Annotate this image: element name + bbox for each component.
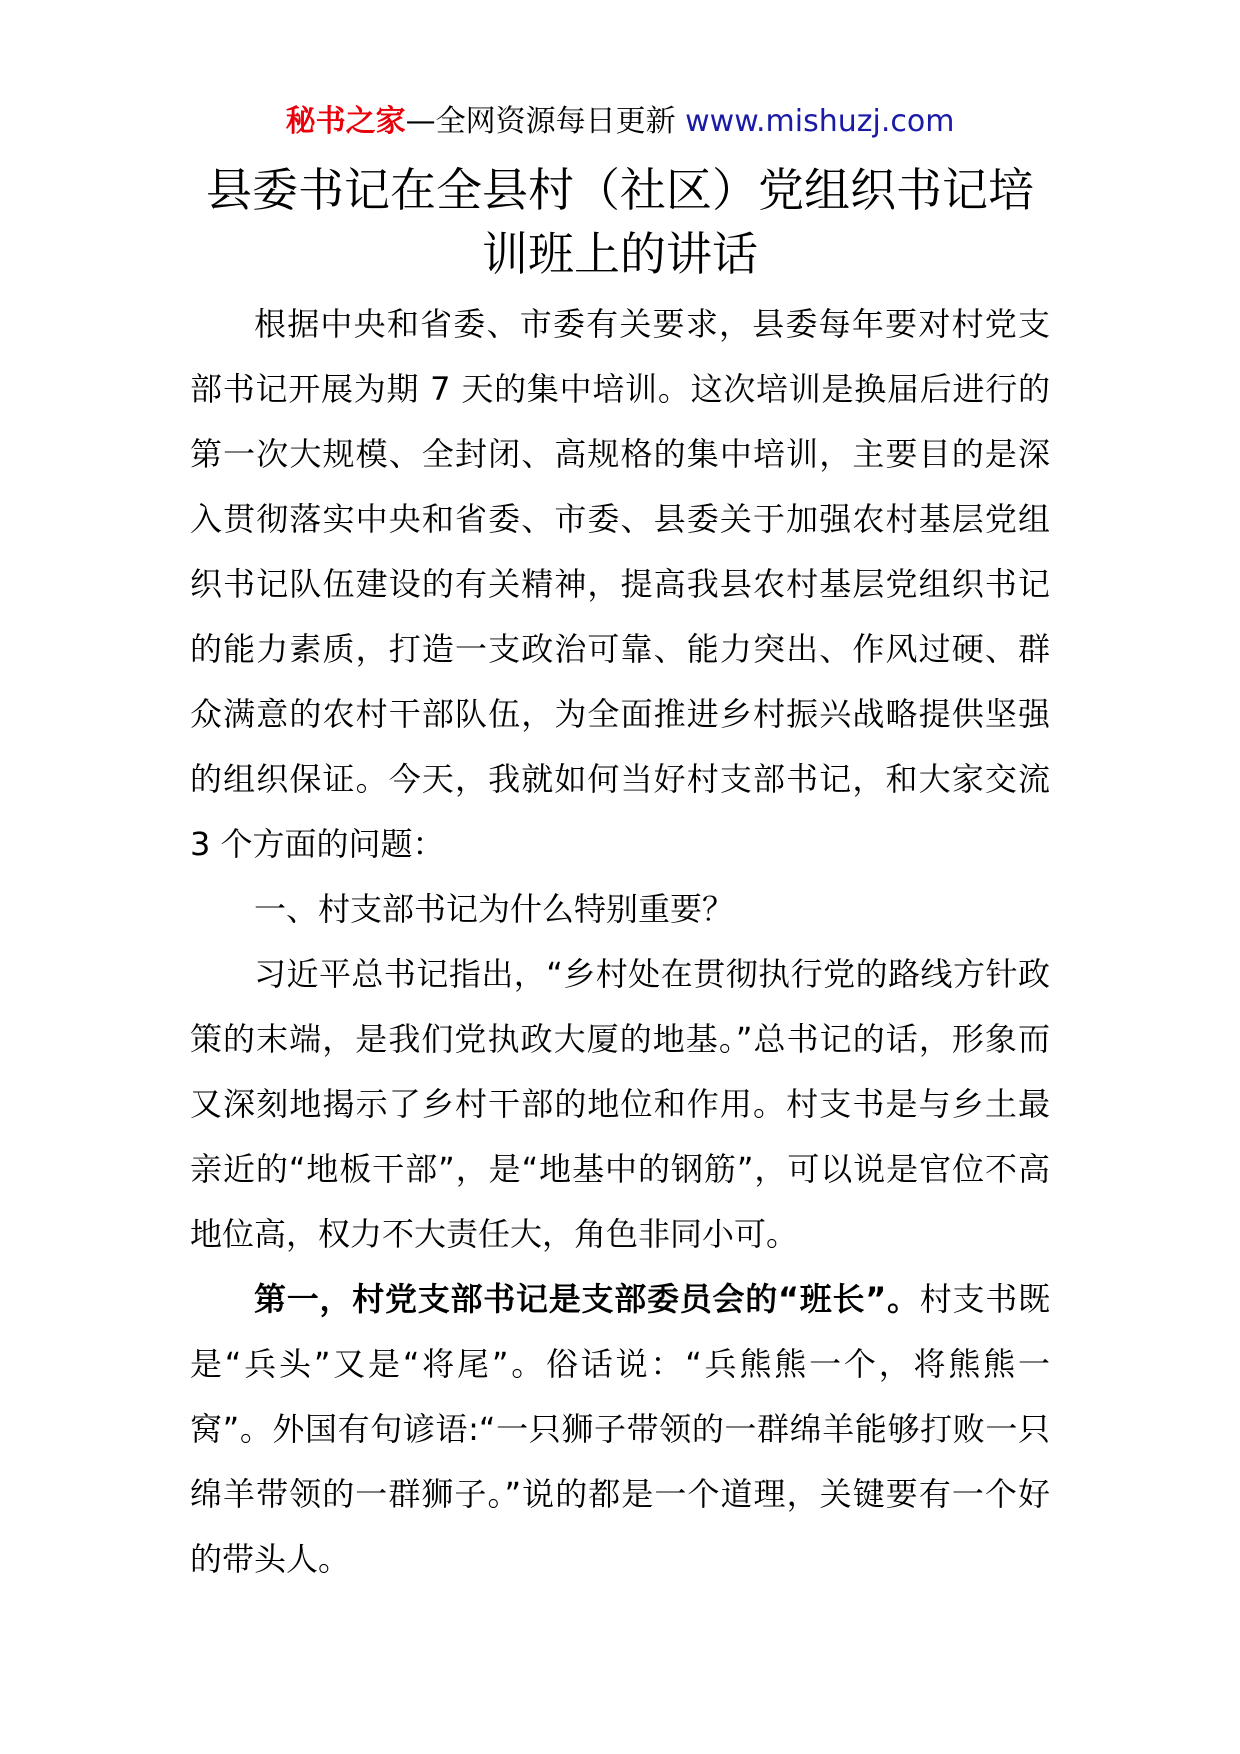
- document-title: 县委书记在全县村（社区）党组织书记培训班上的讲话: [206, 163, 1034, 281]
- header-slogan: —全网资源每日更新: [405, 104, 686, 139]
- brand-name: 秘书之家: [285, 104, 406, 139]
- page-header: [0, 100, 1240, 144]
- section-heading-1: 一、村支部书记为什么特别重要？: [254, 890, 735, 928]
- document-body: [190, 292, 1050, 1592]
- paragraph-intro: 根据中央和省委、市委有关要求，县委每年要对村党支部书记开展为期 7 天的集中培训。这次培训是换届后进行的第一次大规模、全封闭、高规格的集中培训，主要目的是深入贯彻落实中央和省委、市委、县委关于加强农村基层党组织书记队伍建设的有关精神，提高我县农村基层党组织书记的能力素质，打造一支政治可靠、能力突出、作风过硬、群众满意的农村干部队伍，为全面推进乡村振兴战略提供坚强的组织保证。今天，我就如何当好村支部书记，和大家交流 3 个方面的问题：: [190, 305, 1050, 863]
- first-point-lead: 第一，村党支部书记是支部委员会的“班长”。: [254, 1280, 920, 1318]
- paragraph-first-point: [190, 1267, 1050, 1592]
- first-point-body: 村支书既是“兵头”又是“将尾”。俗话说：“兵熊熊一个，将熊熊一窝”。外国有句谚语:“一只狮子带领的一群绵羊能够打败一只绵羊带领的一群狮子。”说的都是一个道理，关键要有一个好的带头人。: [190, 1280, 1050, 1578]
- paragraph-quote: 习近平总书记指出，“乡村处在贯彻执行党的路线方针政策的末端，是我们党执政大厦的地基。”总书记的话，形象而又深刻地揭示了乡村干部的地位和作用。村支书是与乡土最亲近的“地板干部”，是“地基中的钢筋”，可以说是官位不高地位高，权力不大责任大，角色非同小可。: [190, 955, 1050, 1253]
- site-url-link[interactable]: www.mishuzj.com: [685, 104, 955, 139]
